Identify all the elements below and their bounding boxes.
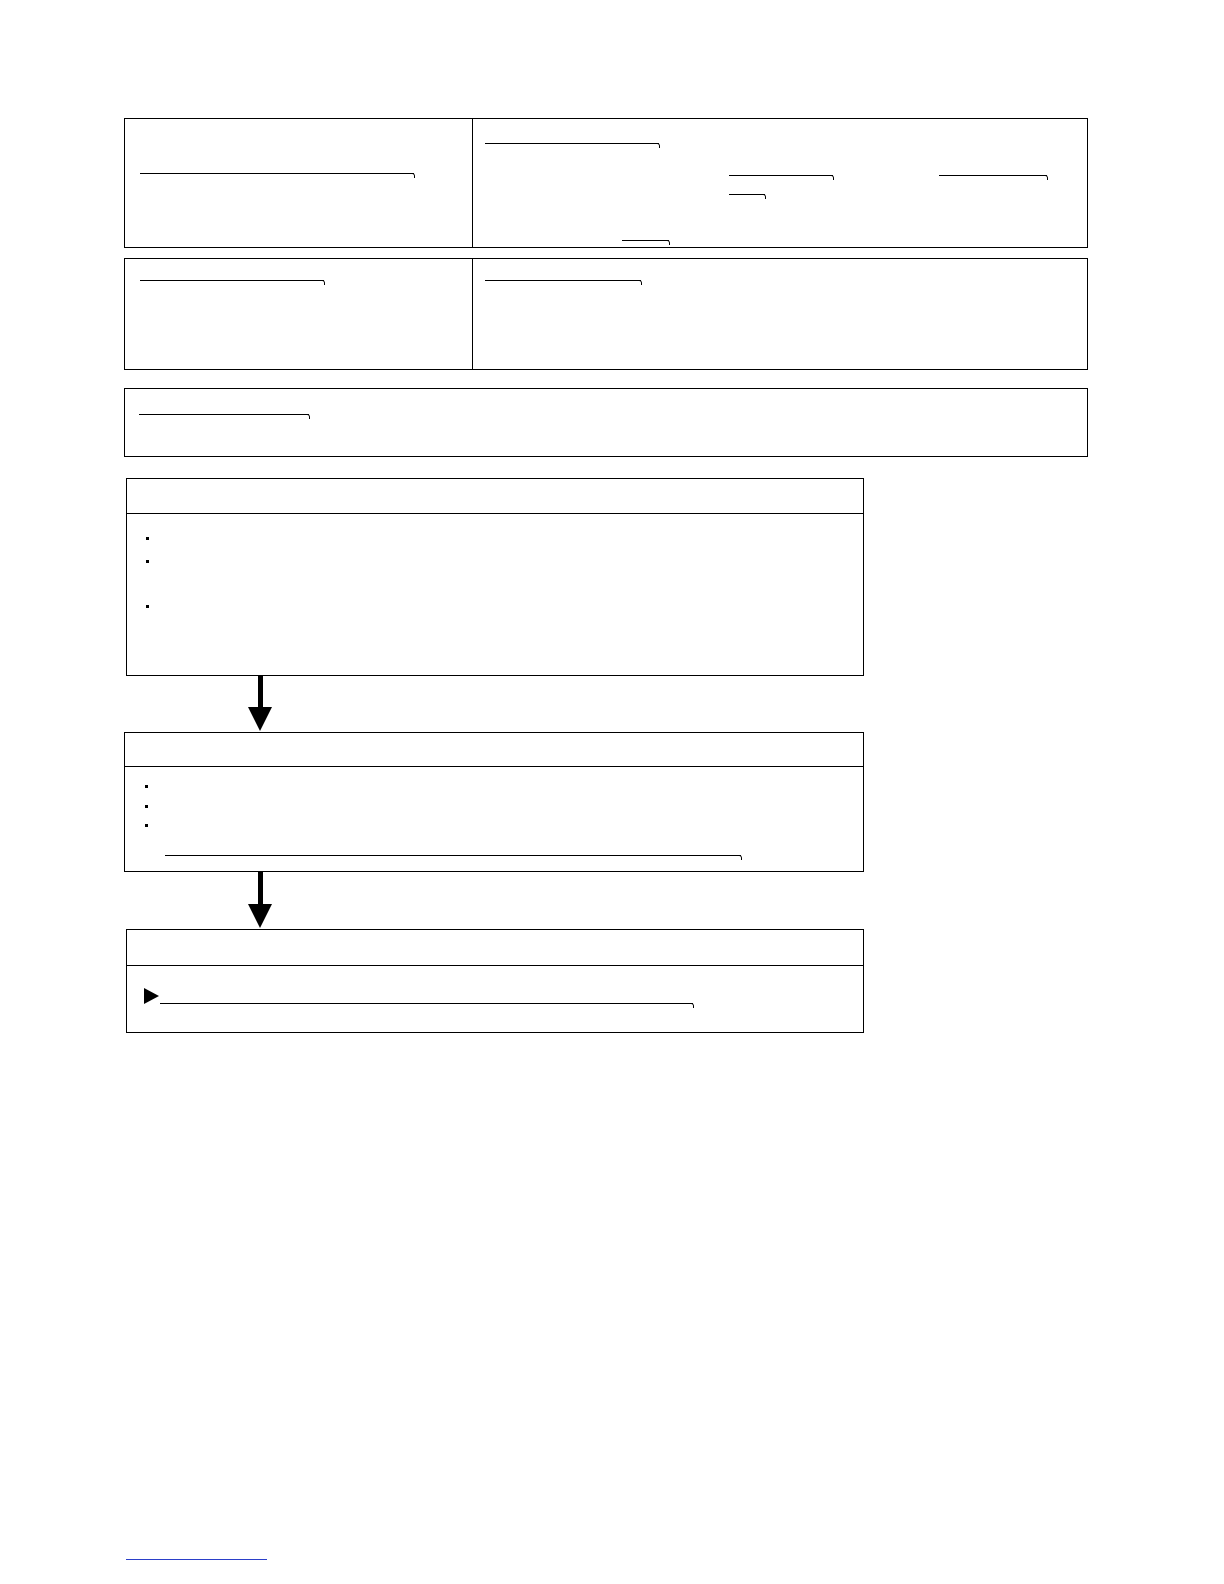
step-box-3 — [126, 929, 864, 1033]
step-header-divider — [127, 513, 863, 514]
step-box-2 — [124, 732, 864, 872]
field-line — [140, 280, 324, 281]
field-line — [165, 855, 741, 856]
bullet-icon — [146, 537, 149, 540]
bullet-icon — [145, 785, 148, 788]
field-line — [160, 1003, 693, 1004]
field-line — [939, 175, 1047, 176]
step-header-divider — [127, 965, 863, 966]
column-divider — [472, 119, 473, 247]
bullet-icon — [146, 560, 149, 563]
step-box-1 — [126, 478, 864, 676]
field-line — [485, 143, 659, 144]
play-icon — [144, 988, 159, 1004]
bullet-icon — [146, 605, 149, 608]
info-row-2 — [124, 258, 1088, 370]
field-line — [729, 175, 833, 176]
column-divider — [472, 259, 473, 369]
bullet-icon — [145, 805, 148, 808]
step-header-divider — [125, 766, 863, 767]
field-line — [139, 414, 309, 415]
field-line — [622, 240, 669, 241]
field-line — [140, 173, 414, 174]
bullet-icon — [145, 824, 148, 827]
field-line — [485, 280, 641, 281]
field-line — [729, 194, 765, 195]
info-row-1 — [124, 118, 1088, 248]
info-row-3 — [124, 388, 1088, 457]
footer-link[interactable] — [126, 1559, 267, 1560]
